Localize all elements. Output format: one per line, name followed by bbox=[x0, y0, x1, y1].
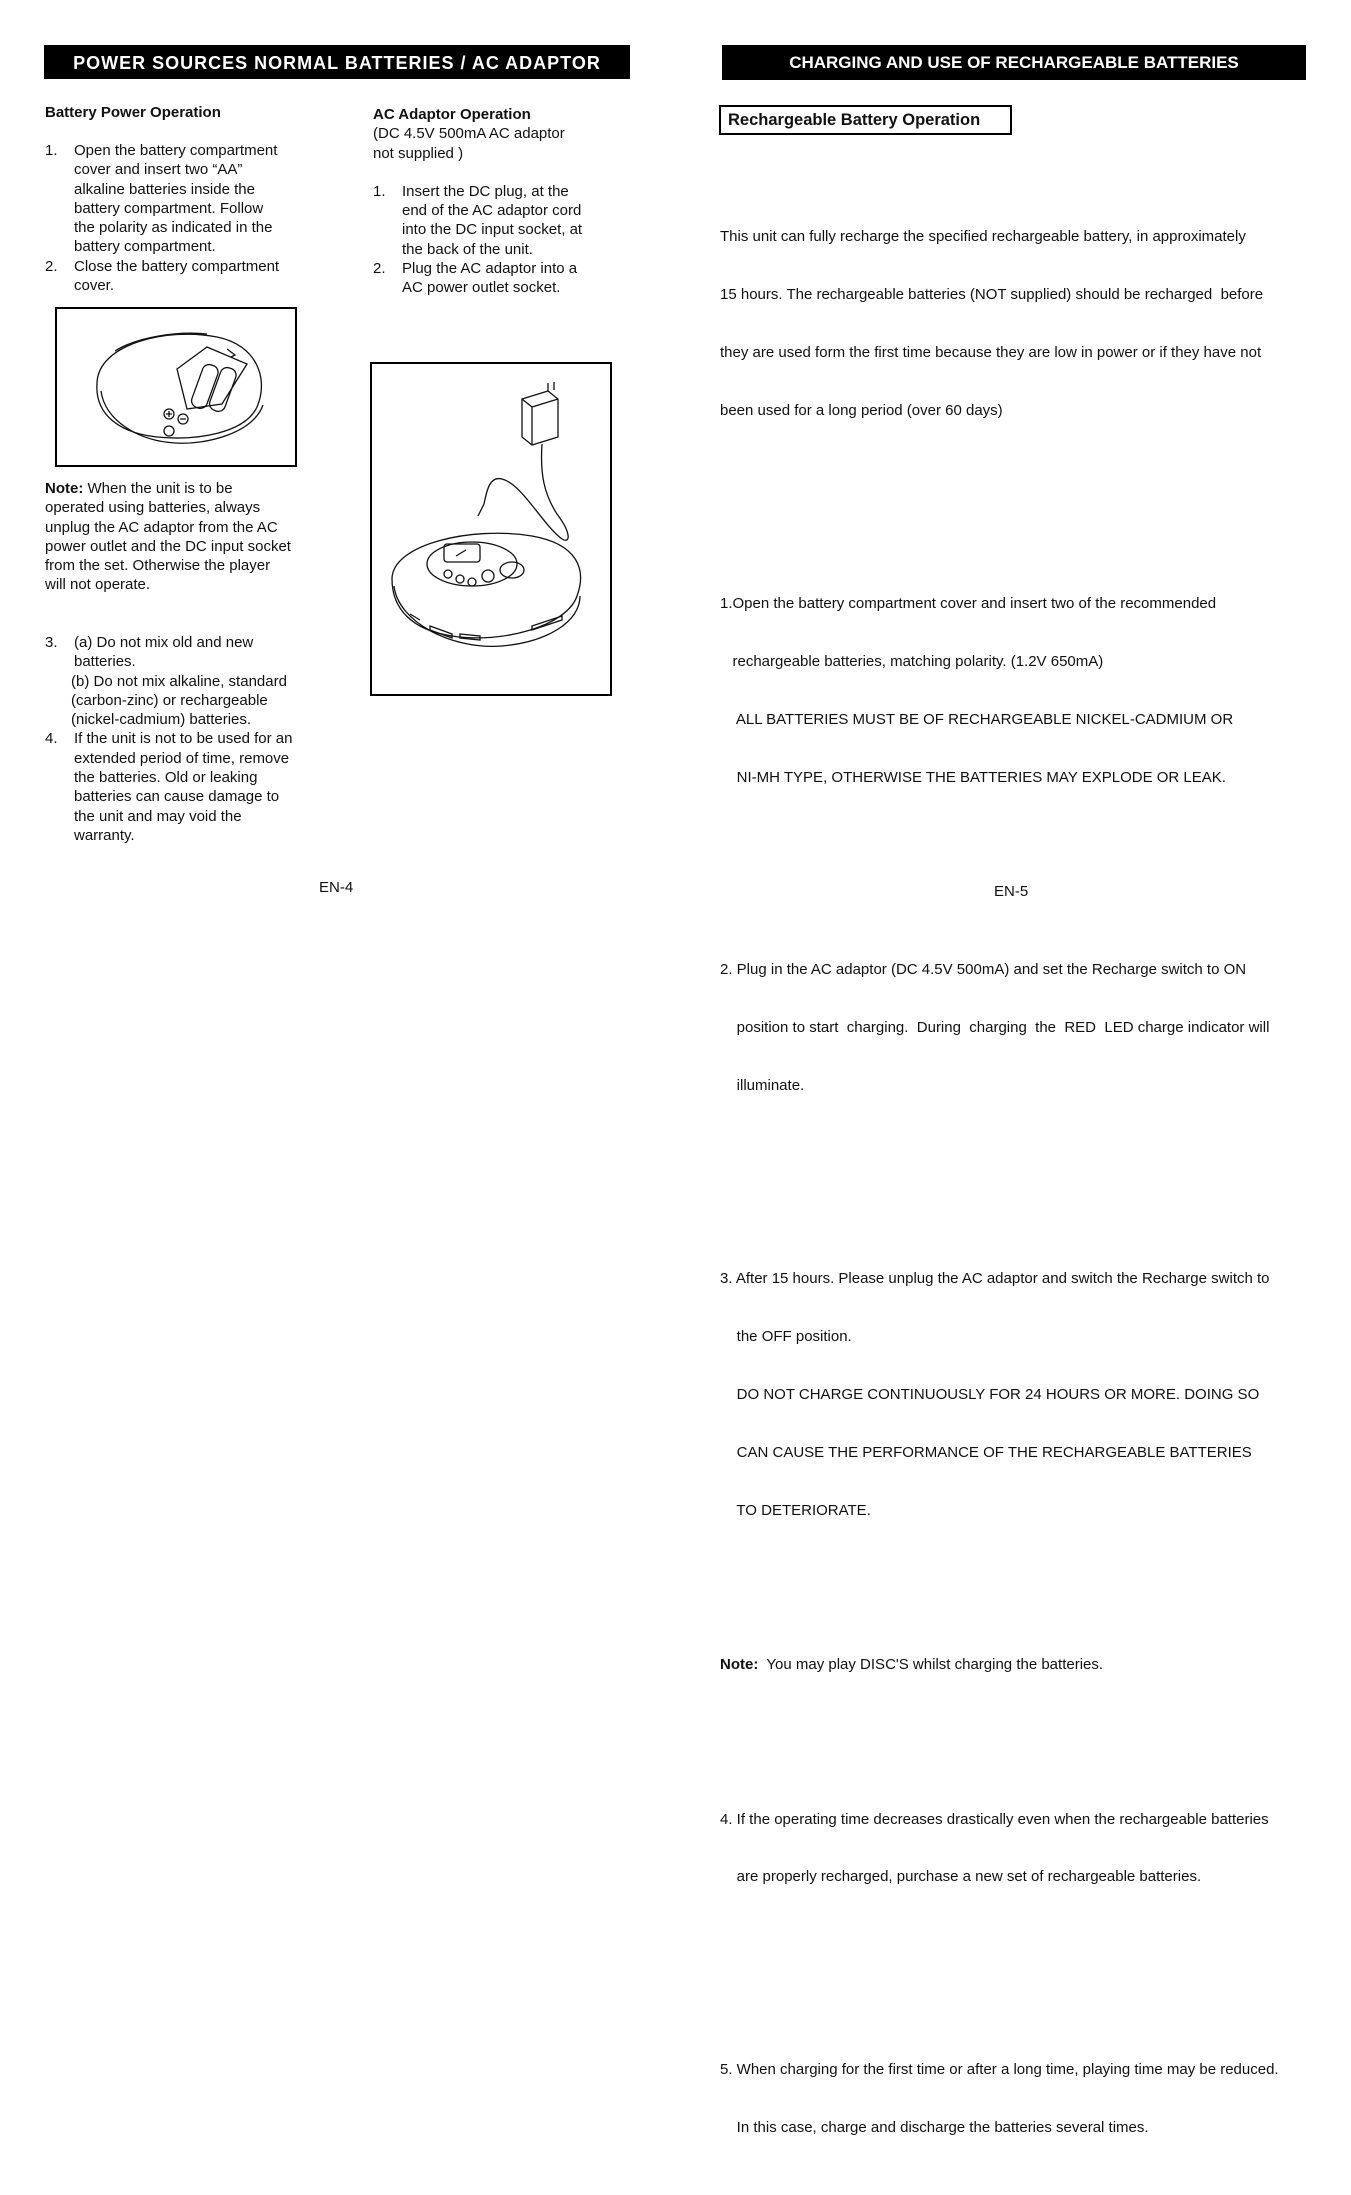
caution-item-3-sub: (b) Do not mix alkaline, standard (carbon-zinc) or rechargeable (nickel-cadmium) batteries. bbox=[71, 672, 287, 729]
recharge-note: Note: You may play DISC'S whilst charging the batteries. bbox=[720, 1656, 1104, 1674]
right-page-number: EN-5 bbox=[994, 883, 1029, 900]
ac-step-1: 1. Insert the DC plug, at the end of the AC adaptor cord into the DC input socket, at the back of the unit. bbox=[373, 182, 583, 258]
ac-section: AC Adaptor Operation (DC 4.5V 500mA AC adaptor not supplied ) 1. Insert the DC plug, at the end of the AC adaptor cord into the DC input socket, at the back of the unit. 2. Plug the AC adaptor into a AC power outlet socket. bbox=[373, 105, 633, 298]
battery-compartment-figure bbox=[55, 307, 297, 467]
ac-steps bbox=[373, 182, 633, 298]
recharge-step-5: 5. When charging for the first time or after a long time, playing time may be reduced. In this case, charge and discharge the batteries several times. bbox=[720, 2061, 1279, 2137]
ac-step-2: 2. Plug the AC adaptor into a AC power outlet socket. bbox=[373, 260, 578, 297]
recharge-step-4: 4. If the operating time decreases drastically even when the rechargeable batteries are properly recharged, purchase a new set of rechargeable batteries. bbox=[720, 1810, 1269, 1886]
rechargeable-subheading: Rechargeable Battery Operation bbox=[719, 105, 1012, 135]
ac-adaptor-illustration bbox=[372, 364, 610, 694]
ac-adaptor-figure bbox=[370, 362, 612, 696]
caution-item-4: 4. If the unit is not to be used for an extended period of time, remove the batteries. Old or leaking batteries can cause damage to the unit and may void the warranty. bbox=[45, 730, 293, 844]
battery-note: Note: When the unit is to be operated using batteries, always unplug the AC adaptor from the AC power outlet and the DC input socket from the set. Otherwise the player will not operate. bbox=[45, 480, 291, 594]
battery-step-2: 2. Close the battery compartment cover. bbox=[45, 257, 280, 295]
left-page-number: EN-4 bbox=[319, 879, 354, 896]
ac-heading: AC Adaptor Operation bbox=[373, 106, 531, 123]
intro-paragraph: This unit can fully recharge the specified rechargeable battery, in approximately 15 hours. The rechargeable batteries (NOT supplied) should be recharged before they are used form the first time because they are low in power or if they have not been used for a long period (over 60 days) bbox=[720, 228, 1264, 419]
caution-item-3: 3. (a) Do not mix old and new batteries. bbox=[45, 634, 254, 671]
battery-heading: Battery Power Operation bbox=[45, 104, 221, 121]
recharge-step-1: 1.Open the battery compartment cover and insert two of the recommended rechargeable batteries, matching polarity. (1.2V 650mA) ALL BATTERIES MUST BE OF RECHARGEABLE NICKEL-CADMIUM OR NI-MH TYPE, OTHERWISE THE BATTERIES MAY EXPLODE OR LEAK. bbox=[720, 594, 1234, 786]
battery-section bbox=[45, 103, 315, 295]
note-label: Note: bbox=[45, 480, 84, 497]
battery-steps bbox=[45, 141, 315, 295]
right-page-banner: CHARGING AND USE OF RECHARGEABLE BATTERIES bbox=[722, 45, 1306, 80]
rechargeable-body bbox=[720, 150, 1320, 2195]
battery-step-1: 1. Open the battery compartment cover and insert two “AA” alkaline batteries inside the battery compartment. Follow the polarity as indicated in the battery compartment. bbox=[45, 142, 278, 256]
recharge-step-3: 3. After 15 hours. Please unplug the AC adaptor and switch the Recharge switch to the OFF position. DO NOT CHARGE CONTINUOUSLY FOR 24 HOURS OR MORE. DOING SO CAN CAUSE THE PERFORMANCE OF THE RECHARGEABLE BATTERIES TO DETERIORATE. bbox=[720, 1270, 1270, 1519]
battery-cautions bbox=[45, 633, 320, 845]
battery-compartment-illustration bbox=[57, 309, 295, 465]
recharge-step-2: 2. Plug in the AC adaptor (DC 4.5V 500mA) and set the Recharge switch to ON position to start charging. During charging the RED LED charge indicator will illuminate. bbox=[720, 961, 1270, 1095]
left-page-banner: POWER SOURCES NORMAL BATTERIES / AC ADAPTOR bbox=[44, 45, 630, 79]
